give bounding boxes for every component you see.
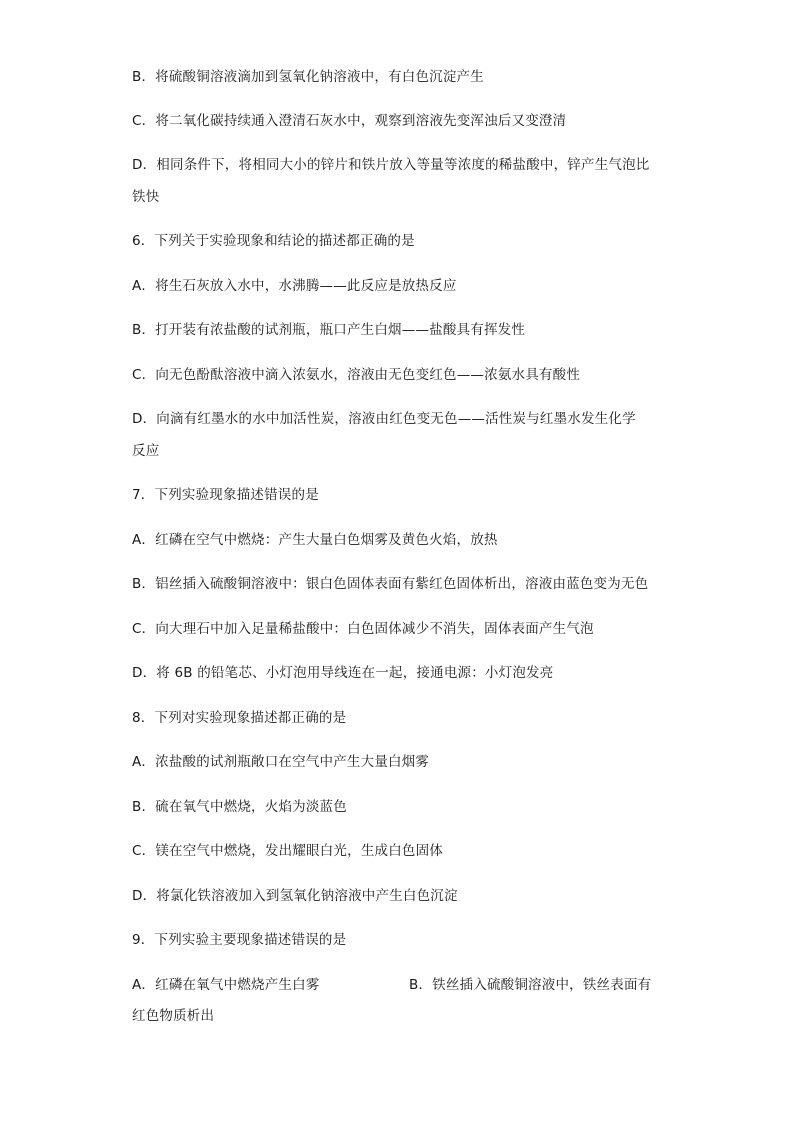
q6-option-b: B．打开装有浓盐酸的试剂瓶，瓶口产生白烟——盐酸具有挥发性 bbox=[132, 322, 526, 338]
q7-option-b: B．铝丝插入硫酸铜溶液中：银白色固体表面有紫红色固体析出，溶液由蓝色变为无色 bbox=[132, 576, 649, 592]
q8-option-a: A．浓盐酸的试剂瓶敞口在空气中产生大量白烟雾 bbox=[132, 754, 430, 770]
q6-option-d: D．向滴有红墨水的水中加活性炭，溶液由红色变无色——活性炭与红墨水发生化学 bbox=[132, 411, 636, 427]
q5-option-b: B．将硫酸铜溶液滴加到氢氧化钠溶液中，有白色沉淀产生 bbox=[132, 69, 484, 85]
q7-option-a: A．红磷在空气中燃烧：产生大量白色烟雾及黄色火焰，放热 bbox=[132, 532, 498, 548]
q9-option-b: B．铁丝插入硫酸铜溶液中，铁丝表面有 bbox=[409, 977, 652, 993]
q6-option-c: C．向无色酚酞溶液中滴入浓氨水，溶液由无色变红色——浓氨水具有酸性 bbox=[132, 367, 581, 383]
question-9-stem: 9．下列实验主要现象描述错误的是 bbox=[132, 932, 347, 948]
question-7-stem: 7．下列实验现象描述错误的是 bbox=[132, 487, 319, 503]
q8-option-c: C．镁在空气中燃烧，发出耀眼白光，生成白色固体 bbox=[132, 843, 444, 859]
q9-option-b-continued: 红色物质析出 bbox=[132, 1008, 215, 1024]
q5-option-d: D．相同条件下，将相同大小的锌片和铁片放入等量等浓度的稀盐酸中，锌产生气泡比 bbox=[132, 157, 650, 173]
q8-option-d: D．将氯化铁溶液加入到氢氧化钠溶液中产生白色沉淀 bbox=[132, 888, 458, 904]
q5-option-d-continued: 铁快 bbox=[132, 189, 160, 205]
q9-option-a: A．红磷在氧气中燃烧产生白雾 bbox=[132, 977, 320, 993]
q7-option-d: D．将 6B 的铅笔芯、小灯泡用导线连在一起，接通电源：小灯泡发亮 bbox=[132, 665, 554, 681]
q8-option-b: B．硫在氧气中燃烧，火焰为淡蓝色 bbox=[132, 799, 347, 815]
q7-option-c: C．向大理石中加入足量稀盐酸中：白色固体减少不消失，固体表面产生气泡 bbox=[132, 621, 594, 637]
q6-option-a: A．将生石灰放入水中，水沸腾——此反应是放热反应 bbox=[132, 278, 457, 294]
question-8-stem: 8．下列对实验现象描述都正确的是 bbox=[132, 710, 347, 726]
question-6-stem: 6．下列关于实验现象和结论的描述都正确的是 bbox=[132, 233, 415, 249]
q5-option-c: C．将二氧化碳持续通入澄清石灰水中，观察到溶液先变浑浊后又变澄清 bbox=[132, 113, 567, 129]
q6-option-d-continued: 反应 bbox=[132, 443, 160, 459]
